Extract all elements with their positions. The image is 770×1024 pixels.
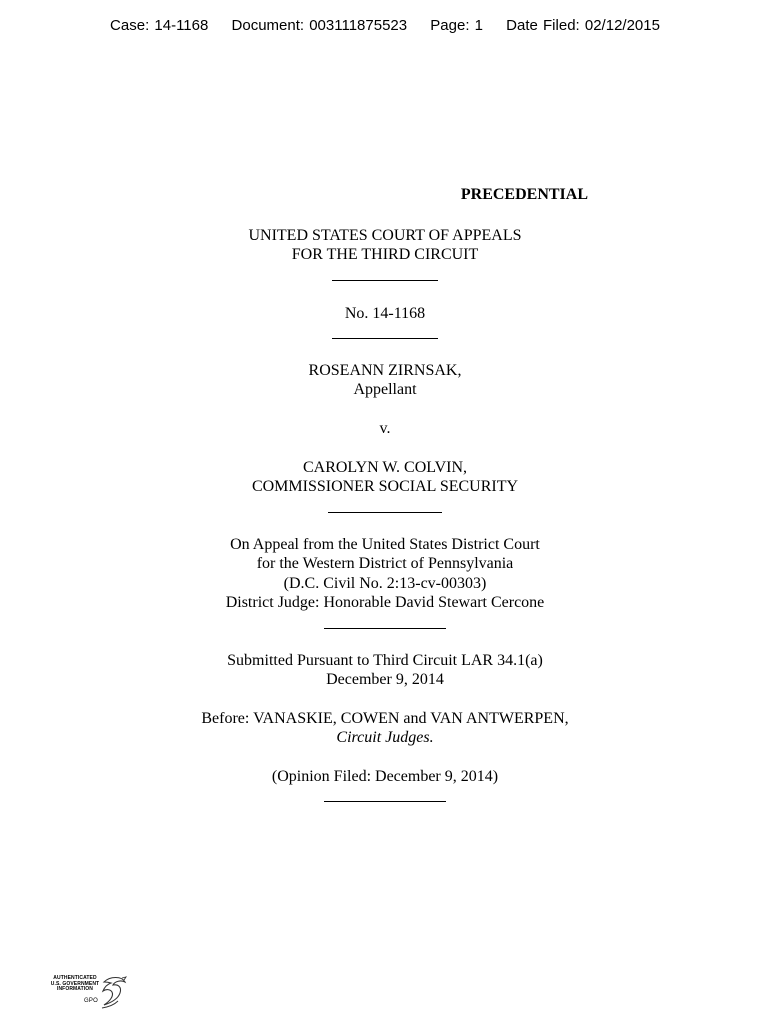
- appellant-role: Appellant: [353, 381, 417, 398]
- seal-line-2: U.S. GOVERNMENT: [50, 980, 100, 987]
- court-circuit: FOR THE THIRD CIRCUIT: [291, 246, 479, 263]
- case-number: No. 14-1168: [344, 305, 426, 322]
- submission-line: Submitted Pursuant to Third Circuit LAR 34.1(a): [227, 652, 543, 669]
- appeal-line-3: (D.C. Civil No. 2:13-cv-00303): [283, 575, 487, 592]
- filing-header: [0, 17, 770, 34]
- district-judge: District Judge: Honorable David Stewart Cercone: [225, 594, 545, 611]
- divider: [0, 500, 770, 518]
- appeal-line-1: On Appeal from the United States District Court: [230, 536, 540, 553]
- divider: [0, 616, 770, 634]
- panel-title: Circuit Judges.: [336, 729, 434, 746]
- precedential-label: PRECEDENTIAL: [460, 186, 588, 203]
- appellant-name: ROSEANN ZIRNSAK,: [308, 362, 462, 379]
- versus: v.: [379, 420, 391, 437]
- seal-text: [44, 976, 106, 993]
- submission-date: December 9, 2014: [326, 671, 444, 688]
- divider: [0, 789, 770, 807]
- opinion-filed: (Opinion Filed: December 9, 2014): [271, 768, 499, 785]
- eagle-icon: [100, 974, 128, 1018]
- appeal-line-2: for the Western District of Pennsylvania: [256, 555, 514, 572]
- panel-judges: Before: VANASKIE, COWEN and VAN ANTWERPEN,: [201, 710, 569, 727]
- page-number-header: Page: 1: [430, 17, 483, 34]
- case-number-header: Case: 14-1168: [110, 17, 209, 34]
- divider: [0, 268, 770, 286]
- date-filed-header: Date Filed: 02/12/2015: [506, 17, 660, 34]
- gpo-authentication-seal: [44, 974, 128, 1018]
- seal-line-1: AUTHENTICATED: [53, 975, 97, 981]
- document-number-header: Document: 003111875523: [231, 17, 408, 34]
- appellee-title: COMMISSIONER SOCIAL SECURITY: [251, 478, 519, 495]
- divider: [0, 326, 770, 344]
- seal-line-3: INFORMATION: [56, 986, 93, 992]
- seal-gpo-label: GPO: [84, 998, 98, 1004]
- appellee-name: CAROLYN W. COLVIN,: [302, 459, 468, 476]
- court-name: UNITED STATES COURT OF APPEALS: [248, 227, 522, 244]
